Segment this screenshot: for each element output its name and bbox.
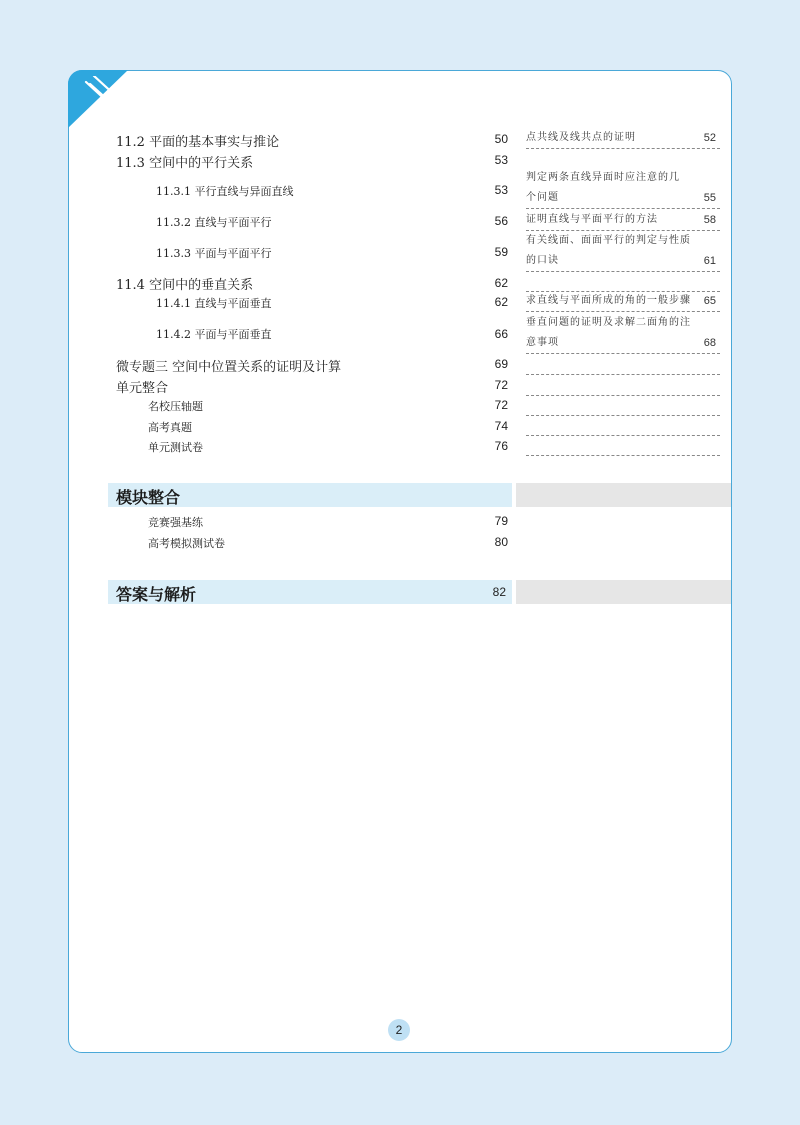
toc-page-11-3-1: 53 xyxy=(494,183,508,197)
tip-blank-line xyxy=(526,396,720,416)
tip-item[interactable] xyxy=(526,128,720,149)
toc-page-unit-test: 76 xyxy=(494,439,508,453)
tip-page: 68 xyxy=(703,337,716,349)
toc-entry-micro-topic-3[interactable]: 微专题三 空间中位置关系的证明及计算 xyxy=(116,360,342,375)
paperclip-icon xyxy=(80,76,120,112)
tip-text: 证明直线与平面平行的方法 xyxy=(526,214,658,225)
page-number: 2 xyxy=(388,1019,410,1041)
toc-page-11-4-2: 66 xyxy=(494,327,508,341)
toc-page-11-4-1: 62 xyxy=(494,295,508,309)
toc-entry-11-4[interactable]: 11.4 空间中的垂直关系 xyxy=(116,278,254,293)
toc-page-micro-topic-3: 69 xyxy=(494,357,508,371)
module-section-side xyxy=(516,483,731,507)
tip-page: 61 xyxy=(703,255,716,267)
toc-entry-unit-test[interactable]: 单元测试卷 xyxy=(148,441,203,454)
toc-page-11-3-2: 56 xyxy=(494,214,508,228)
tip-page: 55 xyxy=(703,192,716,204)
tip-blank-line xyxy=(526,272,720,292)
tip-page: 58 xyxy=(703,214,716,226)
toc-page-gaokao-questions: 74 xyxy=(494,419,508,433)
module-title: 模块整合 xyxy=(116,488,181,507)
toc-page-11-3-3: 59 xyxy=(494,245,508,259)
toc-entry-11-2[interactable]: 11.2 平面的基本事实与推论 xyxy=(116,135,280,150)
tip-text-cont: 个问题 xyxy=(526,192,559,203)
toc-page-unit-review: 72 xyxy=(494,378,508,392)
tip-text: 求直线与平面所成的角的一般步骤 xyxy=(526,295,691,306)
toc-page-11-2: 50 xyxy=(494,132,508,146)
toc-entry-elite-problems[interactable]: 名校压轴题 xyxy=(148,400,203,413)
tip-text: 垂直问题的证明及求解二面角的注 xyxy=(526,317,691,328)
tip-blank-line xyxy=(526,376,720,396)
toc-page-competition: 79 xyxy=(494,514,508,528)
tip-text-cont: 意事项 xyxy=(526,337,559,348)
tip-item[interactable] xyxy=(526,313,720,354)
tip-text: 判定两条直线异面时应注意的几 xyxy=(526,172,680,183)
tip-text: 有关线面、面面平行的判定与性质 xyxy=(526,235,691,246)
toc-entry-unit-review[interactable]: 单元整合 xyxy=(116,381,169,396)
tip-page: 52 xyxy=(703,132,716,144)
toc-entry-11-3-3[interactable]: 11.3.3 平面与平面平行 xyxy=(156,247,272,260)
tip-item[interactable] xyxy=(526,291,720,312)
tip-text-cont: 的口诀 xyxy=(526,255,559,266)
toc-page-11-3: 53 xyxy=(494,153,508,167)
tip-item[interactable] xyxy=(526,210,720,231)
tip-page: 65 xyxy=(703,295,716,307)
tip-text: 点共线及线共点的证明 xyxy=(526,132,636,143)
answers-section-side xyxy=(516,580,731,604)
corner-tab xyxy=(68,70,128,128)
answers-title: 答案与解析 xyxy=(116,585,197,604)
tip-blank-line xyxy=(526,355,720,375)
tip-blank-line xyxy=(526,436,720,456)
answers-section-header[interactable] xyxy=(108,580,512,604)
toc-entry-competition[interactable]: 竞赛强基练 xyxy=(148,516,203,529)
tip-item[interactable] xyxy=(526,231,720,272)
tip-blank-line xyxy=(526,416,720,436)
toc-entry-gaokao-questions[interactable]: 高考真题 xyxy=(148,421,192,434)
toc-entry-11-3-1[interactable]: 11.3.1 平行直线与异面直线 xyxy=(156,185,294,198)
toc-page-11-4: 62 xyxy=(494,276,508,290)
tip-item[interactable] xyxy=(526,168,720,209)
toc-page-mock-exam: 80 xyxy=(494,535,508,549)
toc-entry-11-3[interactable]: 11.3 空间中的平行关系 xyxy=(116,156,254,171)
answers-page: 82 xyxy=(492,585,506,599)
toc-entry-11-4-2[interactable]: 11.4.2 平面与平面垂直 xyxy=(156,328,272,341)
toc-entry-11-3-2[interactable]: 11.3.2 直线与平面平行 xyxy=(156,216,272,229)
toc-entry-mock-exam[interactable]: 高考模拟测试卷 xyxy=(148,537,225,550)
toc-page-elite-problems: 72 xyxy=(494,398,508,412)
module-section-header[interactable] xyxy=(108,483,512,507)
toc-entry-11-4-1[interactable]: 11.4.1 直线与平面垂直 xyxy=(156,297,272,310)
